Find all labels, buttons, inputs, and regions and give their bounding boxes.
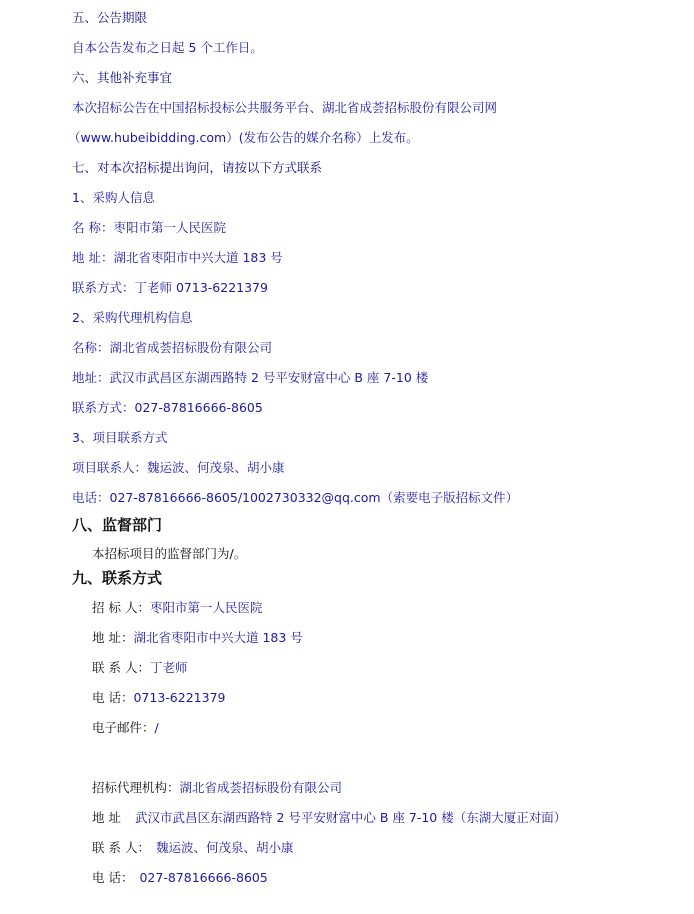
section-6-text-2: （www.hubeibidding.com）(发布公告的媒介名称）上发布。 [68, 130, 419, 145]
email-label: 电子邮件： [92, 720, 155, 735]
project-contact-title: 3、项目联系方式 [72, 430, 168, 445]
section-6-text-1: 本次招标公告在中国招标投标公共服务平台、湖北省成荟招标股份有限公司网 [72, 100, 498, 115]
agency-value: 湖北省成荟招标股份有限公司 [179, 780, 343, 795]
section-5-text: 自本公告发布之日起 5 个工作日。 [72, 40, 263, 55]
email-value: / [154, 720, 159, 735]
agency-phone-value: 027-87816666-8605 [139, 870, 268, 885]
buyer-contact: 联系方式：丁老师 0713-6221379 [72, 280, 268, 295]
agency-label: 招标代理机构： [92, 780, 180, 795]
phone-label: 电 话： [92, 690, 134, 705]
section-8-text: 本招标项目的监督部门为/。 [92, 546, 247, 561]
agency-contact-value: 魏运波、何茂泉、胡小康 [155, 840, 294, 855]
project-contact-phone: 电话：027-87816666-8605/1002730332@qq.com（索要电子版招标文件） [72, 490, 519, 505]
agency-contact-row [92, 840, 293, 856]
contact-row [92, 660, 187, 676]
agency-info-title: 2、采购代理机构信息 [72, 310, 193, 325]
buyer-info-title: 1、采购人信息 [72, 190, 155, 205]
buyer-name: 名 称：枣阳市第一人民医院 [72, 220, 226, 235]
agency-name: 名称：湖北省成荟招标股份有限公司 [72, 340, 273, 355]
project-contact-people: 项目联系人：魏运波、何茂泉、胡小康 [72, 460, 285, 475]
address-label: 地 址： [92, 630, 134, 645]
tenderer-value: 枣阳市第一人民医院 [149, 600, 263, 615]
contact-label: 联 系 人： [92, 660, 150, 675]
agency-address-label: 地 址 [92, 810, 121, 825]
agency-address-row [92, 810, 566, 826]
contact-value: 丁老师 [149, 660, 188, 675]
agency-phone-row [92, 870, 268, 886]
agency-row [92, 780, 342, 796]
agency-contact: 联系方式：027-87816666-8605 [72, 400, 263, 415]
section-5-heading: 五、公告期限 [72, 10, 148, 25]
section-8-heading: 八、监督部门 [72, 516, 163, 534]
buyer-address: 地 址：湖北省枣阳市中兴大道 183 号 [72, 250, 283, 265]
agency-contact-label: 联 系 人： [92, 840, 150, 855]
phone-row [92, 690, 225, 706]
section-6-heading: 六、其他补充事宜 [72, 70, 173, 85]
tenderer-row [92, 600, 262, 616]
section-7-heading: 七、对本次招标提出询问，请按以下方式联系 [72, 160, 323, 175]
section-9-heading: 九、联系方式 [72, 569, 163, 587]
agency-address-value: 武汉市武昌区东湖西路特 2 号平安财富中心 B 座 7-10 楼（东湖大厦正对面） [134, 810, 567, 825]
agency-phone-label: 电 话： [92, 870, 134, 885]
address-value: 湖北省枣阳市中兴大道 183 号 [133, 630, 303, 645]
tenderer-label: 招 标 人： [92, 600, 150, 615]
address-row [92, 630, 303, 646]
phone-value: 0713-6221379 [133, 690, 226, 705]
email-row [92, 720, 159, 736]
agency-address: 地址：武汉市武昌区东湖西路特 2 号平安财富中心 B 座 7-10 楼 [72, 370, 429, 385]
